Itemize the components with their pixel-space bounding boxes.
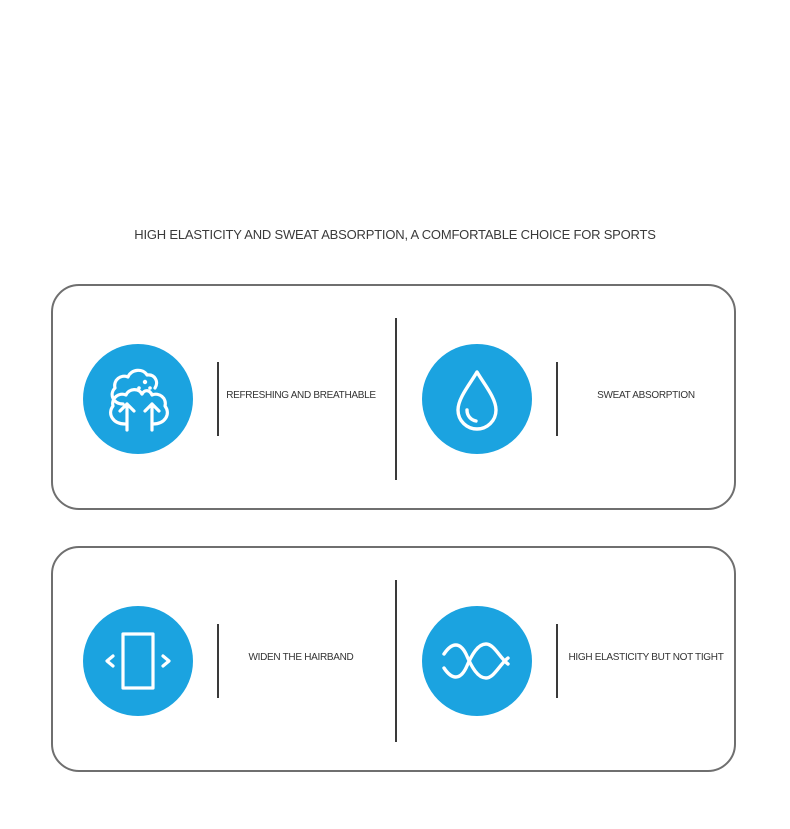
elastic-wave-icon (422, 606, 532, 716)
page-headline: HIGH ELASTICITY AND SWEAT ABSORPTION, A COMFORTABLE CHOICE FOR SPORTS (134, 227, 656, 242)
feature-divider (217, 624, 219, 698)
feature-label: WIDEN THE HAIRBAND (248, 652, 354, 663)
feature-sweat-absorption (397, 286, 736, 508)
feature-divider (217, 362, 219, 436)
feature-refreshing (53, 286, 395, 508)
feature-label: HIGH ELASTICITY BUT NOT TIGHT (568, 652, 724, 663)
trees-arrows-icon (83, 344, 193, 454)
feature-label: REFRESHING AND BREATHABLE (226, 390, 376, 401)
feature-high-elasticity (397, 548, 736, 770)
feature-widen-hairband (53, 548, 395, 770)
water-drop-icon (422, 344, 532, 454)
feature-panel-1 (51, 284, 736, 510)
feature-divider (556, 362, 558, 436)
feature-panel-2 (51, 546, 736, 772)
feature-label: SWEAT ABSORPTION (597, 390, 695, 401)
feature-divider (556, 624, 558, 698)
widen-arrows-icon (83, 606, 193, 716)
